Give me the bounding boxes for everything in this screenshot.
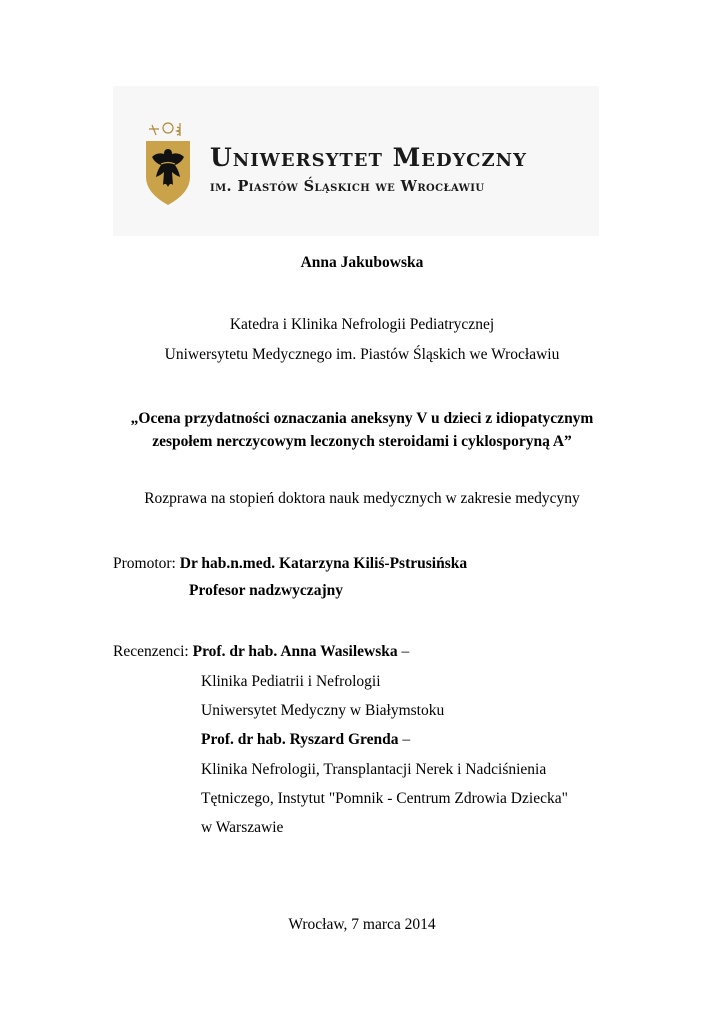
thesis-type: Rozprawa na stopień doktora nauk medycznych w zakresie medycyny — [144, 490, 580, 507]
promotor-name: Dr hab.n.med. Katarzyna Kiliś-Pstrusińska — [179, 555, 468, 572]
reviewer-1-dash: – — [397, 643, 410, 660]
author-name: Anna Jakubowska — [300, 254, 424, 271]
place-date: Wrocław, 7 marca 2014 — [288, 916, 436, 933]
reviewer-1-line-3: Uniwersytet Medyczny w Białymstoku — [201, 702, 445, 719]
reviewer-2-line-2: Klinika Nefrologii, Transplantacji Nerek i Nadciśnienia — [201, 761, 547, 778]
promotor-label: Promotor: — [113, 555, 176, 572]
reviewer-1-line-2: Klinika Pediatrii i Nefrologii — [201, 673, 381, 690]
reviewers-label: Recenzenci: — [113, 643, 189, 660]
thesis-title-line-1: „Ocena przydatności oznaczania aneksyny V u dzieci z idiopatycznym — [130, 410, 594, 427]
reviewer-2-row — [201, 731, 410, 749]
university-subtitle: im. Piastów Śląskich we Wrocławiu — [210, 178, 485, 195]
reviewer-2-name: Prof. dr hab. Ryszard Grenda — [201, 731, 399, 748]
department-line-2: Uniwersytetu Medycznego im. Piastów Śląskich we Wrocławiu — [164, 346, 560, 363]
reviewer-2-line-3: Tętniczego, Instytut "Pomnik - Centrum Zdrowia Dziecka" — [201, 790, 568, 807]
promotor-position: Profesor nadzwyczajny — [189, 582, 343, 599]
university-emblem-icon — [143, 119, 193, 207]
reviewer-1-row — [113, 643, 409, 661]
reviewer-1-name: Prof. dr hab. Anna Wasilewska — [192, 643, 398, 660]
reviewer-2-dash: – — [398, 731, 411, 748]
university-name: Uniwersytet Medyczny — [210, 143, 527, 172]
department-line-1: Katedra i Klinika Nefrologii Pediatrycznej — [229, 316, 495, 333]
promotor-row — [113, 555, 467, 573]
reviewer-2-line-4: w Warszawie — [201, 819, 284, 836]
thesis-title-line-2: zespołem nerczycowym leczonych steroidami i cyklosporyną A” — [152, 433, 572, 450]
